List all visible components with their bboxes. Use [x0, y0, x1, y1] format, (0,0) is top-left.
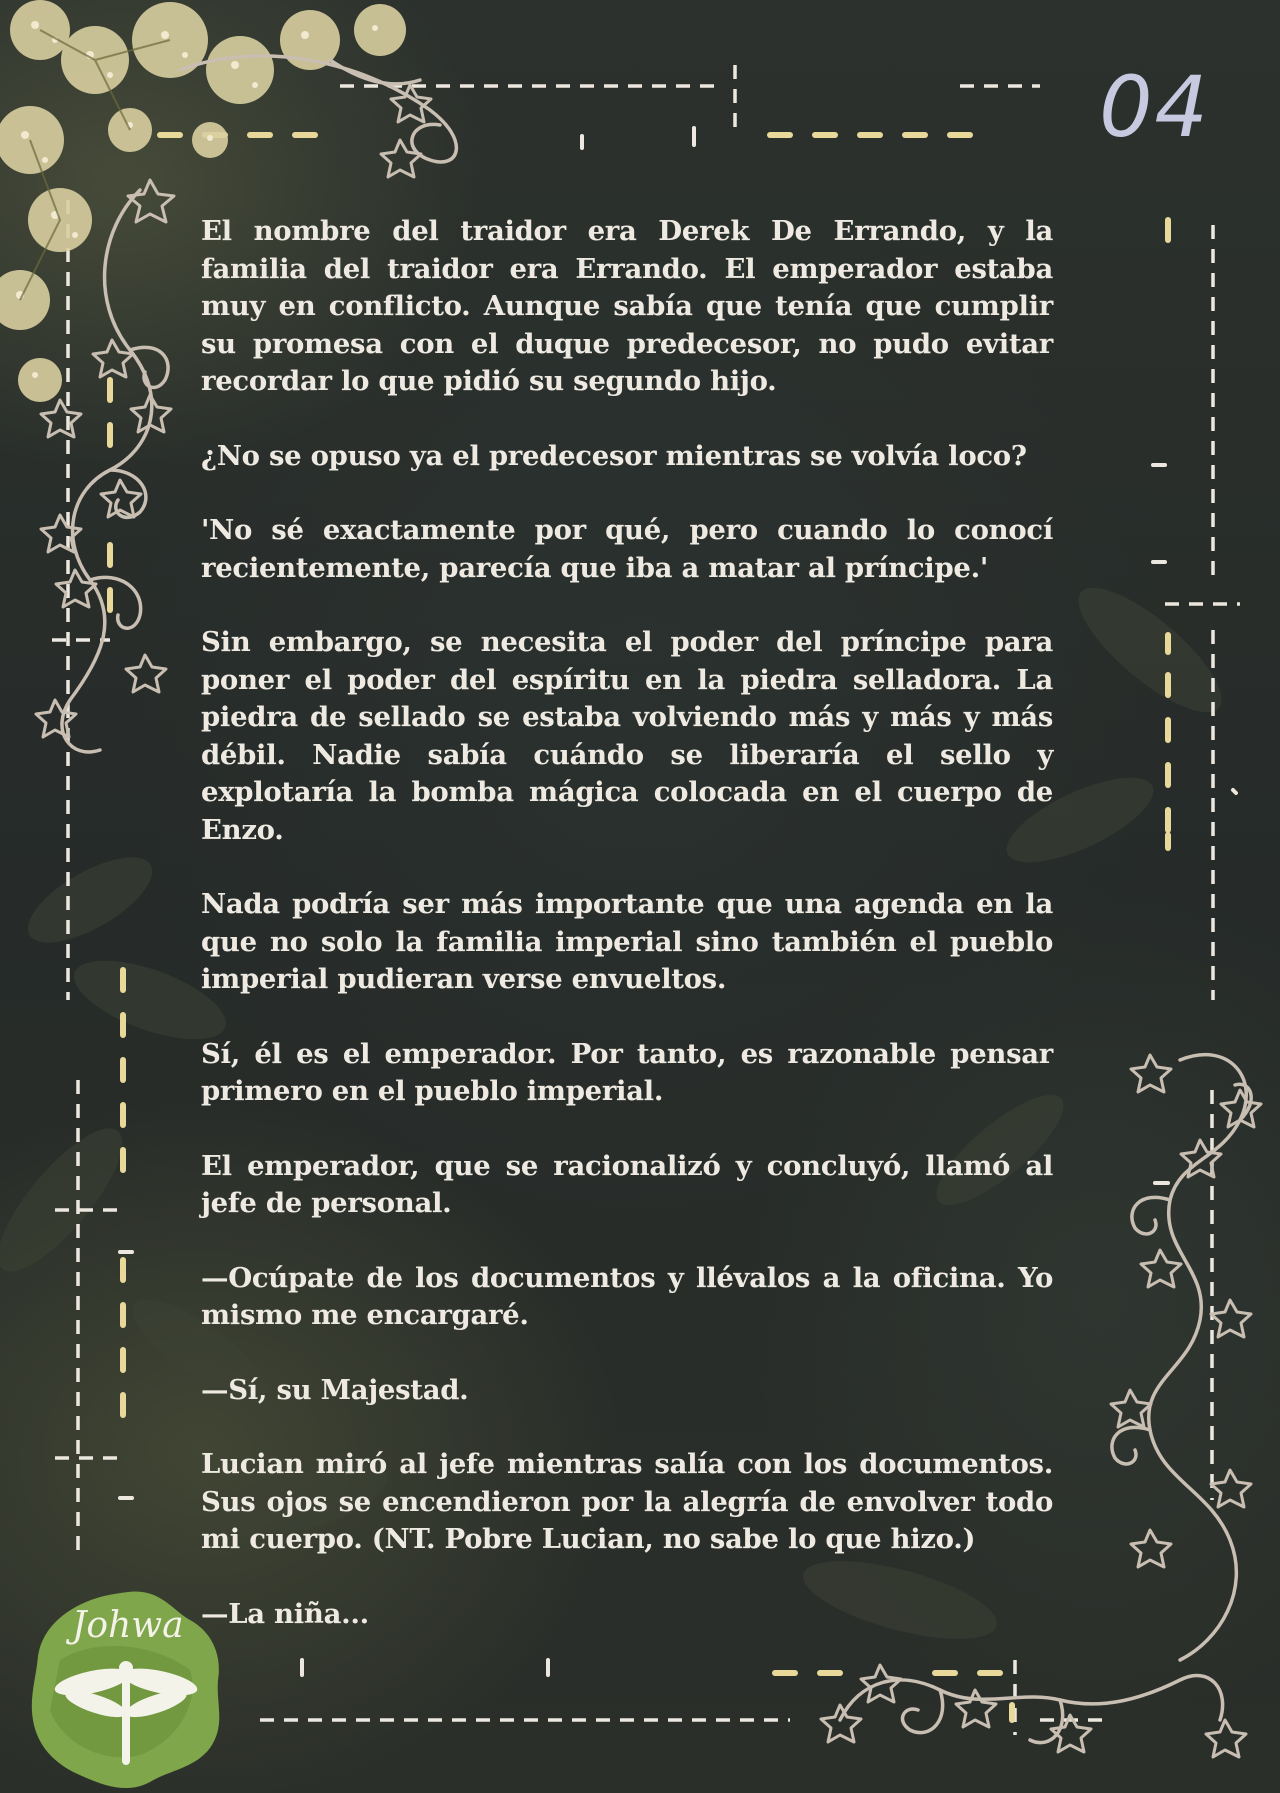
logo-name: Johwa	[72, 1605, 184, 1646]
paragraph: —Sí, su Majestad.	[201, 1373, 469, 1406]
story-text	[201, 213, 1053, 1670]
paragraph: 'No sé exactamente por qué, pero cuando lo conocí recientemente, parecía que iba a matar al príncipe.'	[201, 514, 1053, 584]
paragraph: Sin embargo, se necesita el poder del príncipe para poner el poder del espíritu en la piedra selladora. La piedra de sellado se estaba volviendo más y más y más débil. Nadie sabía cuándo se liberaría el sello y explotaría la bomba mágica colocada en el cuerpo de Enzo.	[201, 626, 1053, 846]
paragraph: Sí, él es el emperador. Por tanto, es razonable pensar primero en el pueblo imperial.	[201, 1037, 1053, 1107]
paragraph: El emperador, que se racionalizó y concluyó, llamó al jefe de personal.	[201, 1149, 1053, 1219]
paragraph: Nada podría ser más importante que una agenda en la que no solo la familia imperial sino también el pueblo imperial pudieran verse envueltos.	[201, 888, 1053, 995]
page-number: 04	[1099, 58, 1210, 156]
paragraph: —Ocúpate de los documentos y llévalos a la oficina. Yo mismo me encargaré.	[201, 1261, 1053, 1331]
paragraph: —La niña...	[201, 1597, 369, 1630]
paragraph: El nombre del traidor era Derek De Errando, y la familia del traidor era Errando. El emperador estaba muy en conflicto. Aunque sabía que tenía que cumplir su promesa con el duque predecesor, no pudo evitar recordar lo que pidió su segundo hijo.	[201, 215, 1053, 397]
paragraph: Lucian miró al jefe mientras salía con los documentos. Sus ojos se encendieron por la alegría de envolver todo mi cuerpo. (NT. Pobre Lucian, no sabe lo que hizo.)	[201, 1448, 1053, 1555]
paragraph: ¿No se opuso ya el predecesor mientras se volvía loco?	[201, 439, 1027, 472]
